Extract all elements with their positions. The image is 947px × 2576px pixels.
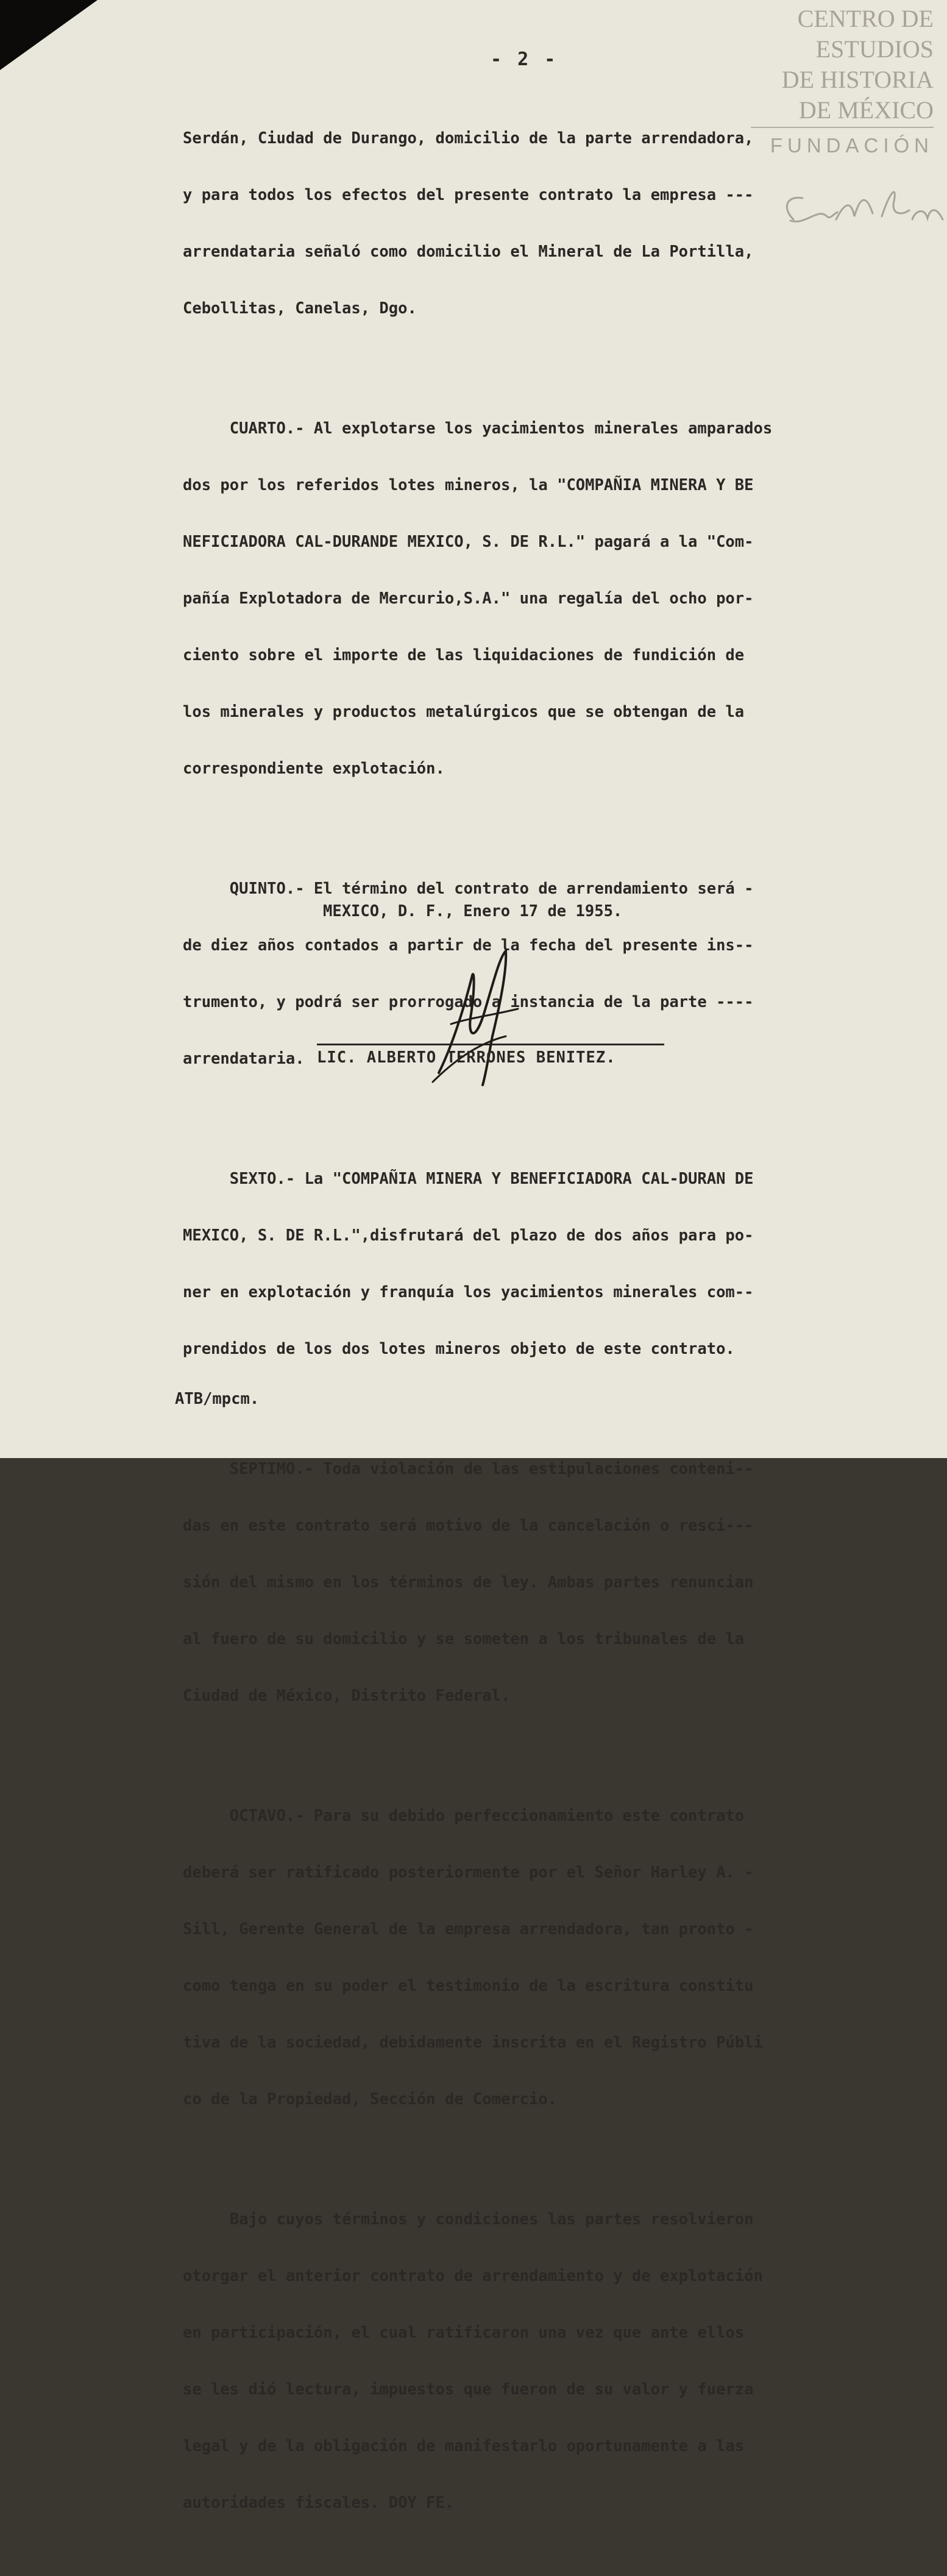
watermark-line-4: DE MÉXICO [798, 96, 934, 124]
clause-sexto [183, 1132, 871, 1397]
page-number: - 2 - [491, 49, 558, 70]
signatory-name: LIC. ALBERTO TERRONES BENITEZ. [317, 1048, 616, 1067]
handwritten-signature [414, 951, 536, 1091]
text-line: pañía Explotadora de Mercurio,S.A." una regalía del ocho por- [183, 589, 754, 608]
text-line: co de la Propiedad, Sección de Comercio. [183, 2090, 558, 2108]
closing-paragraph [183, 2172, 871, 2550]
text-line: das en este contrato será motivo de la cancelación o resci--- [183, 1517, 754, 1535]
text-line: de diez años contados a partir de la fecha del presente ins-- [183, 936, 754, 955]
text-line: deberá ser ratificado posteriormente por el Señor Harley A. - [183, 1863, 754, 1882]
signature-block [317, 951, 695, 1085]
text-line: Ciudad de México, Distrito Federal. [183, 1687, 511, 1705]
watermark-line-3: DE HISTORIA [781, 66, 934, 93]
text-line: Sill, Gerente General de la empresa arrendadora, tan pronto - [183, 1920, 754, 1938]
contract-body [183, 91, 871, 2576]
text-line: prendidos de los dos lotes mineros objeto de este contrato. [183, 1340, 735, 1358]
text-line: tiva de la sociedad, debidamente inscrita en el Registro Públi [183, 2033, 763, 2052]
text-line: ciento sobre el importe de las liquidaciones de fundición de [183, 646, 745, 664]
text-line: Cebollitas, Canelas, Dgo. [183, 299, 417, 318]
text-line: CUARTO.- Al explotarse los yacimientos minerales amparados [183, 419, 773, 438]
text-line: correspondiente explotación. [183, 760, 445, 778]
text-line: arrendataria señaló como domicilio el Mineral de La Portilla, [183, 243, 754, 261]
text-line: ner en explotación y franquía los yacimientos minerales com-- [183, 1283, 754, 1301]
place-and-date: MEXICO, D. F., Enero 17 de 1955. [323, 902, 623, 920]
paragraph-domicile [183, 91, 871, 356]
text-line: otorgar el anterior contrato de arrendamiento y de explotación [183, 2267, 763, 2285]
watermark-line-1: CENTRO DE [797, 5, 934, 32]
text-line: como tenga en su poder el testimonio de la escritura constitu [183, 1977, 754, 1995]
text-line: dos por los referidos lotes mineros, la "COMPAÑIA MINERA Y BE [183, 476, 754, 494]
watermark-foundation: FUNDACIÓN [770, 134, 934, 157]
text-line: SEXTO.- La "COMPAÑIA MINERA Y BENEFICIADORA CAL-DURAN DE [183, 1170, 754, 1188]
text-line: en participación, el cual ratificaron una vez que ante ellos [183, 2324, 745, 2342]
text-line: autoridades fiscales. DOY FE. [183, 2494, 455, 2512]
text-line: Serdán, Ciudad de Durango, domicilio de la parte arrendadora, [183, 129, 754, 148]
text-line: NEFICIADORA CAL-DURANDE MEXICO, S. DE R.L." pagará a la "Com- [183, 533, 754, 551]
text-line: trumento, y podrá ser prorrogado a instancia de la parte ---- [183, 993, 754, 1011]
text-line: OCTAVO.- Para su debido perfeccionamiento este contrato [183, 1807, 745, 1825]
text-line: Bajo cuyos términos y condiciones las partes resolvieron [183, 2210, 754, 2229]
clause-septimo [183, 1422, 871, 1743]
text-line: sión del mismo en los términos de ley. Ambas partes renuncian [183, 1573, 754, 1592]
watermark-line-2: ESTUDIOS [815, 35, 934, 63]
clause-octavo [183, 1769, 871, 2147]
clause-cuarto [183, 382, 871, 816]
text-line: y para todos los efectos del presente contrato la empresa --- [183, 186, 754, 204]
text-line: se les dió lectura, impuestos que fueron de su valor y fuerza [183, 2380, 754, 2399]
text-line: QUINTO.- El término del contrato de arrendamiento será - [183, 880, 754, 898]
text-line: arrendataria. [183, 1050, 305, 1068]
text-line: MEXICO, S. DE R.L.",disfrutará del plazo de dos años para po- [183, 1226, 754, 1245]
typist-initials: ATB/mpcm. [175, 1390, 260, 1408]
text-line: SEPTIMO.- Toda violación de las estipulaciones conteni-- [183, 1460, 754, 1478]
folded-corner [0, 0, 98, 70]
text-line: al fuero de su domicilio y se someten a los tribunales de la [183, 1630, 745, 1648]
text-line: los minerales y productos metalúrgicos que se obtengan de la [183, 703, 745, 721]
text-line: legal y de la obligación de manifestarlo oportunamente a las [183, 2437, 745, 2455]
